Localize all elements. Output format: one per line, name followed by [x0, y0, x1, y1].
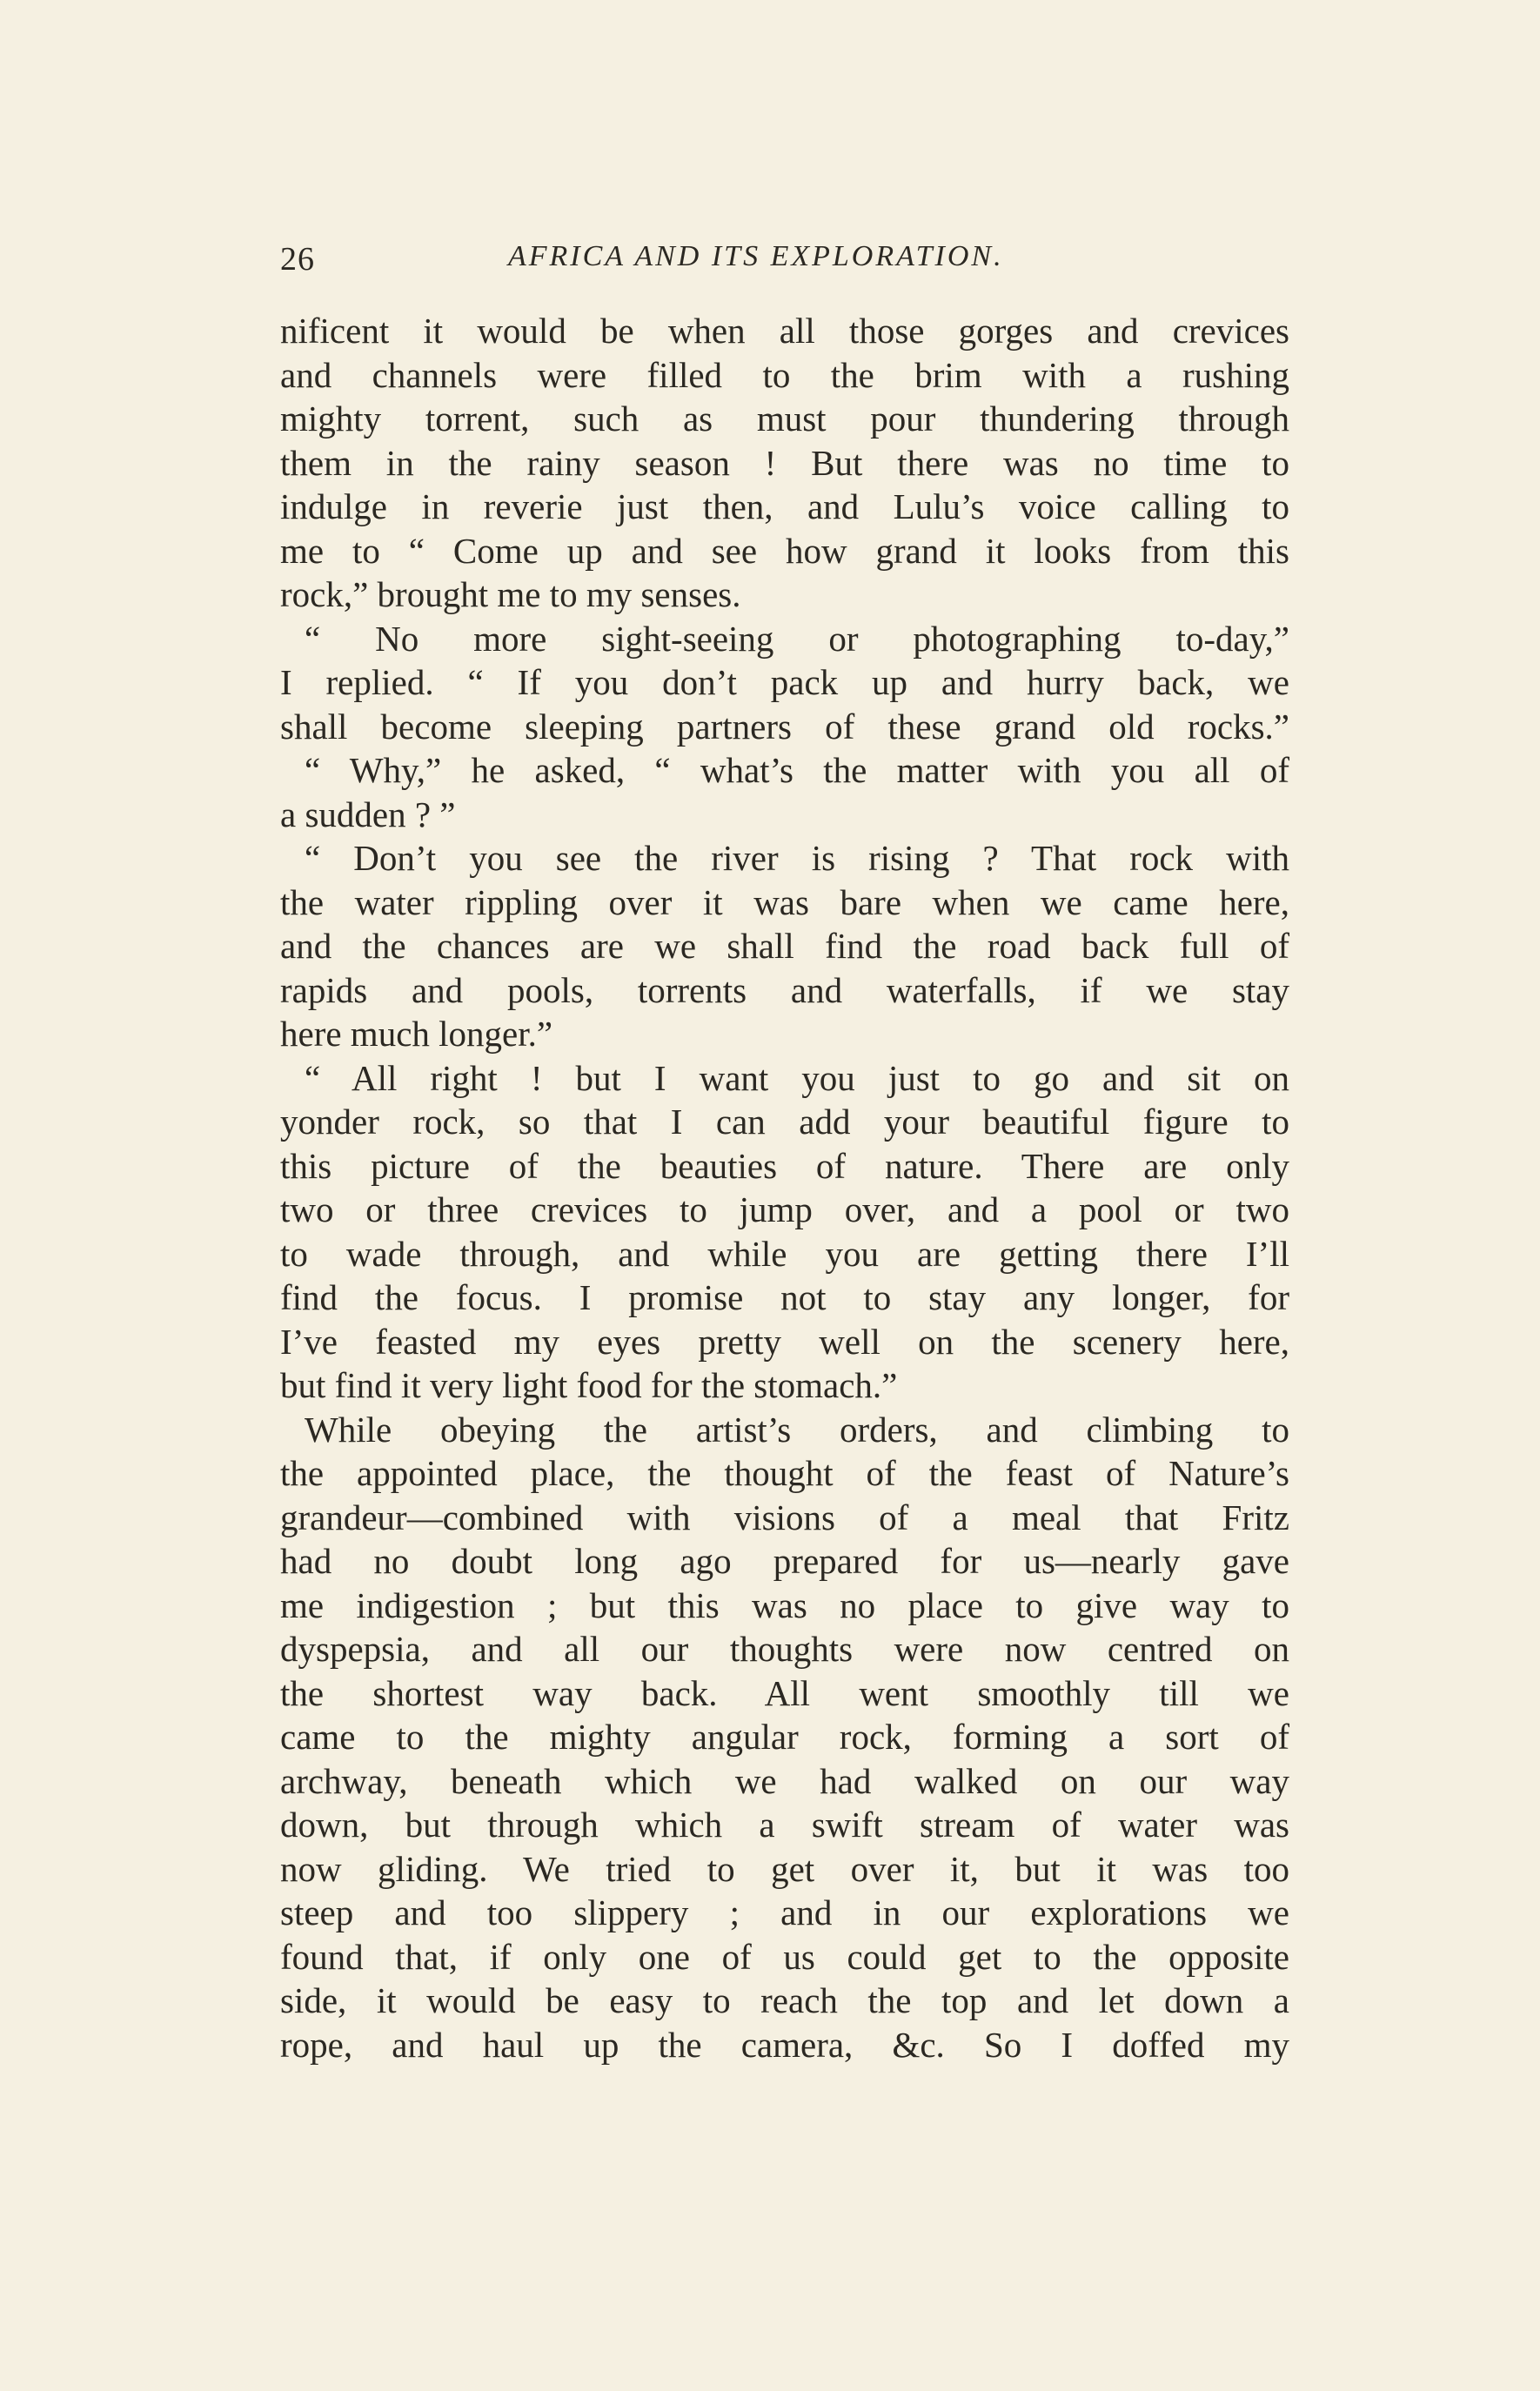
running-title: AFRICA AND ITS EXPLORATION.	[508, 240, 1004, 272]
text-line: and channels were filled to the brim with a rushing	[280, 354, 1289, 395]
text-line: “ No more sight-seeing or photographing to-day,”	[305, 618, 1289, 659]
text-line: find the focus. I promise not to stay any longer, for	[280, 1277, 1289, 1317]
text-line: rope, and haul up the camera, &c. So I doffed my	[280, 2024, 1289, 2065]
text-line: yonder rock, so that I can add your beautiful figure to	[280, 1102, 1289, 1142]
text-line: two or three crevices to jump over, and a pool or two	[280, 1189, 1289, 1229]
text-line: nificent it would be when all those gorges and crevices	[280, 311, 1289, 351]
text-line: but find it very light food for the stomach.”	[280, 1365, 898, 1405]
text-line: rapids and pools, torrents and waterfalls, if we stay	[280, 969, 1289, 1010]
text-line: steep and too slippery ; and in our explorations we	[280, 1892, 1289, 1932]
text-line: “ All right ! but I want you just to go and sit on	[305, 1057, 1289, 1098]
text-line: to wade through, and while you are getting there I’ll	[280, 1233, 1289, 1274]
text-line: shall become sleeping partners of these grand old rocks.”	[280, 706, 1289, 747]
text-line: me to “ Come up and see how grand it looks from this	[280, 530, 1289, 571]
text-line: down, but through which a swift stream of water was	[280, 1805, 1289, 1845]
text-line: and the chances are we shall find the road back full of	[280, 926, 1289, 966]
text-line: a sudden ? ”	[280, 794, 456, 834]
text-line: I’ve feasted my eyes pretty well on the scenery here,	[280, 1321, 1289, 1362]
text-line: here much longer.”	[280, 1014, 553, 1054]
text-line: grandeur—combined with visions of a meal that Fritz	[280, 1497, 1289, 1537]
text-line: side, it would be easy to reach the top and let down a	[280, 1980, 1289, 2020]
page-number: 26	[280, 241, 315, 278]
text-line: came to the mighty angular rock, forming a sort of	[280, 1717, 1289, 1757]
text-line: the appointed place, the thought of the feast of Nature’s	[280, 1453, 1289, 1493]
text-line: I replied. “ If you don’t pack up and hurry back, we	[280, 662, 1289, 702]
text-line: “ Why,” he asked, “ what’s the matter with you all of	[305, 750, 1289, 790]
text-line: this picture of the beauties of nature. There are only	[280, 1145, 1289, 1186]
body-text	[280, 309, 1289, 2066]
text-line: had no doubt long ago prepared for us—nearly gave	[280, 1541, 1289, 1581]
running-head	[280, 240, 1289, 292]
text-line: me indigestion ; but this was no place to give way to	[280, 1584, 1289, 1625]
text-line: mighty torrent, such as must pour thundering through	[280, 398, 1289, 439]
text-line: them in the rainy season ! But there was no time to	[280, 442, 1289, 483]
text-line: rock,” brought me to my senses.	[280, 574, 741, 614]
text-line: now gliding. We tried to get over it, but it was too	[280, 1848, 1289, 1889]
text-line: the water rippling over it was bare when we came here,	[280, 881, 1289, 922]
text-line: found that, if only one of us could get to the opposite	[280, 1936, 1289, 1977]
text-line: archway, beneath which we had walked on our way	[280, 1760, 1289, 1801]
text-line: While obeying the artist’s orders, and climbing to	[305, 1409, 1289, 1450]
text-line: the shortest way back. All went smoothly till we	[280, 1672, 1289, 1713]
text-line: “ Don’t you see the river is rising ? That rock with	[305, 838, 1289, 878]
text-line: indulge in reverie just then, and Lulu’s voice calling to	[280, 486, 1289, 526]
text-line: dyspepsia, and all our thoughts were now centred on	[280, 1629, 1289, 1669]
